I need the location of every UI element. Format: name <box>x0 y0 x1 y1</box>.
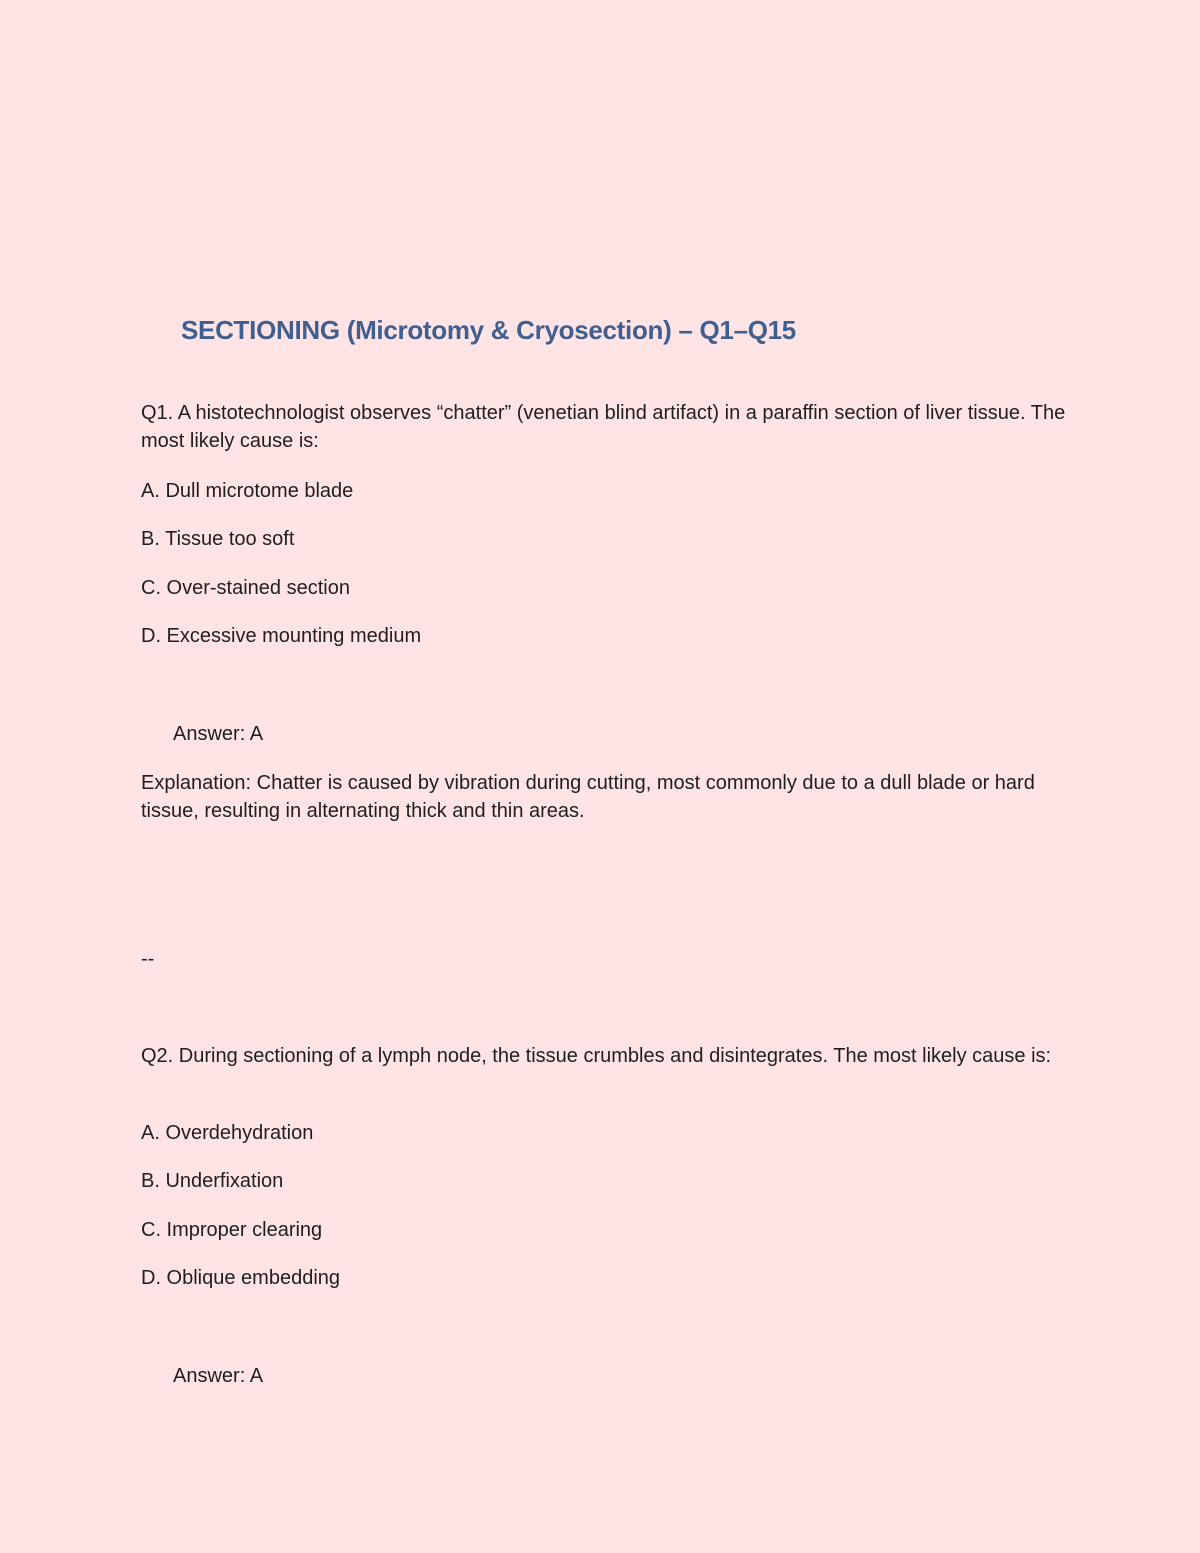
question-1-option-b: B. Tissue too soft <box>141 528 295 550</box>
question-1-option-a: A. Dull microtome blade <box>141 480 354 502</box>
question-1-option-d: D. Excessive mounting medium <box>141 625 422 647</box>
section-separator: -- <box>141 948 155 970</box>
question-2-option-a: A. Overdehydration <box>141 1122 314 1144</box>
question-1-stem: Q1. A histotechnologist observes “chatter” (venetian blind artifact) in a paraffin section of liver tissue. The most likely cause is: <box>141 402 1066 452</box>
page-title: SECTIONING (Microtomy & Cryosection) – Q1–Q15 <box>181 315 796 345</box>
question-2-option-c: C. Improper clearing <box>141 1219 323 1241</box>
question-1-option-c: C. Over-stained section <box>141 577 350 599</box>
question-2-option-d: D. Oblique embedding <box>141 1267 341 1289</box>
question-1-explanation: Explanation: Chatter is caused by vibration during cutting, most commonly due to a dull blade or hard tissue, resulting in alternating thick and thin areas. <box>141 772 1035 822</box>
question-2-stem: Q2. During sectioning of a lymph node, the tissue crumbles and disintegrates. The most likely cause is: <box>141 1045 1052 1067</box>
question-1-answer: Answer: A <box>173 723 264 745</box>
question-2-option-b: B. Underfixation <box>141 1170 284 1192</box>
question-2-answer: Answer: A <box>173 1365 264 1387</box>
